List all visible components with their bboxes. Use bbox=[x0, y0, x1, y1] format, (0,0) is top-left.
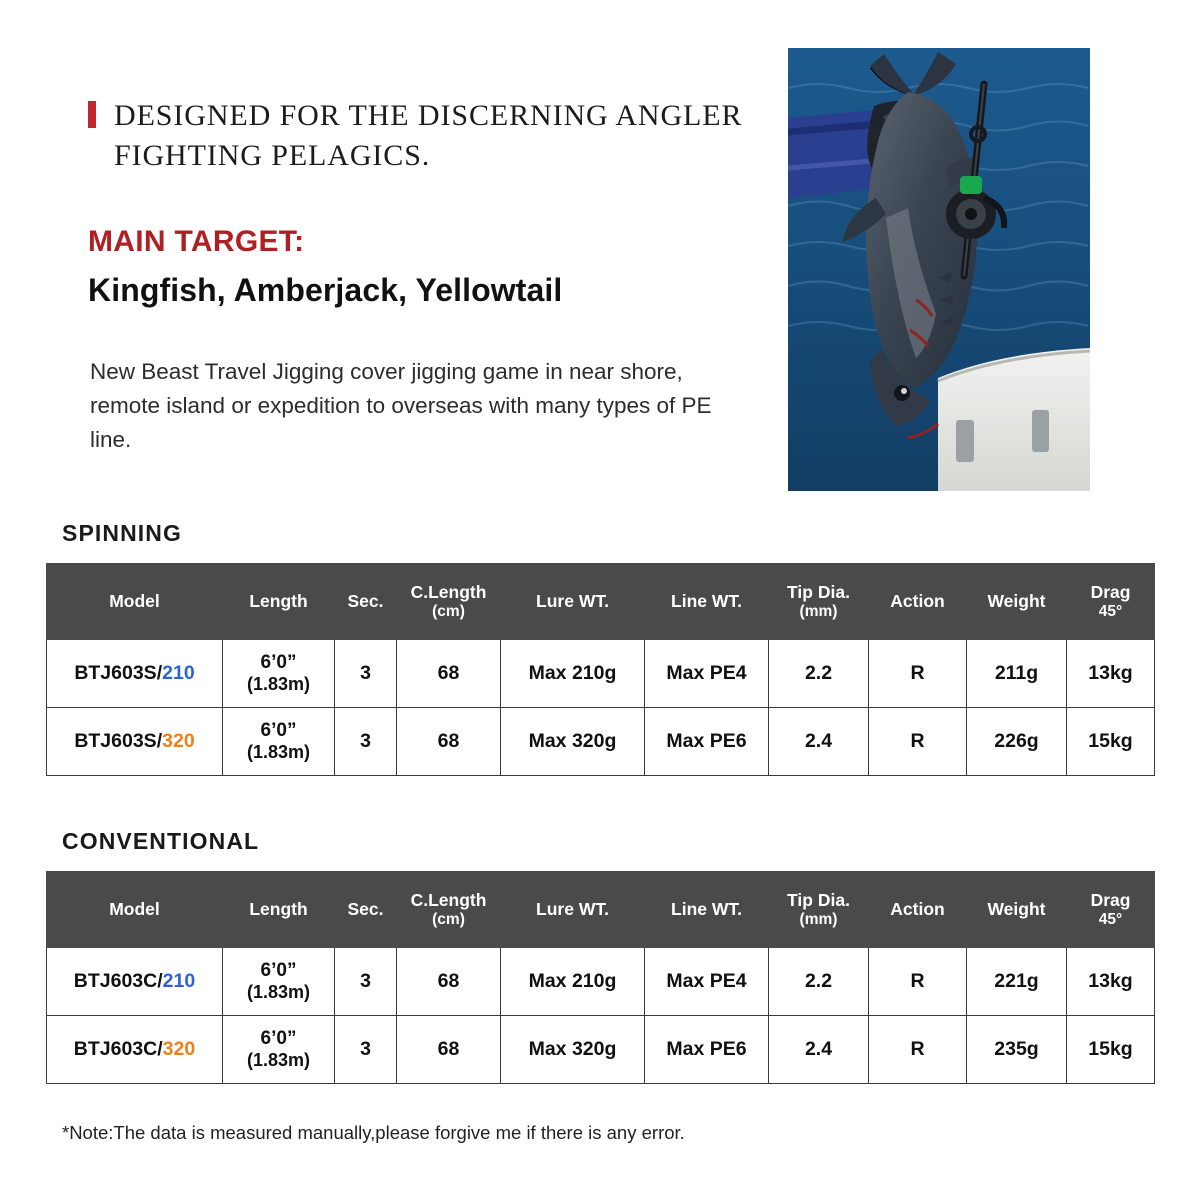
col-action bbox=[869, 564, 967, 640]
col-line-wt bbox=[645, 872, 769, 948]
cell-tip-dia: 2.2 bbox=[769, 948, 869, 1016]
cell-lure-wt: Max 210g bbox=[501, 948, 645, 1016]
cell-length bbox=[223, 640, 335, 708]
col-lure-wt-label: Lure WT. bbox=[536, 590, 609, 611]
length-main: 6’0” bbox=[260, 1027, 297, 1049]
col-sec bbox=[335, 564, 397, 640]
col-weight-label: Weight bbox=[987, 590, 1046, 611]
main-target-value: Kingfish, Amberjack, Yellowtail bbox=[88, 272, 563, 308]
angler-holding-tuna-illustration bbox=[788, 48, 1090, 491]
cell-model bbox=[47, 708, 223, 776]
page-title: DESIGNED FOR THE DISCERNING ANGLER FIGHTING PELAGICS. bbox=[114, 99, 743, 172]
col-drag-sub: 45° bbox=[1098, 602, 1123, 620]
model-variant: 210 bbox=[162, 662, 195, 684]
col-drag bbox=[1067, 564, 1155, 640]
cell-clength: 68 bbox=[397, 708, 501, 776]
cell-clength: 68 bbox=[397, 1016, 501, 1084]
cell-model bbox=[47, 1016, 223, 1084]
col-line-wt bbox=[645, 564, 769, 640]
col-clength-label: C.Length bbox=[410, 890, 487, 911]
cell-length bbox=[223, 1016, 335, 1084]
col-tip-dia-label: Tip Dia. bbox=[787, 890, 850, 911]
model-base: BTJ603C/ bbox=[73, 1038, 163, 1060]
cell-tip-dia: 2.2 bbox=[769, 640, 869, 708]
cell-length bbox=[223, 708, 335, 776]
col-tip-dia-label: Tip Dia. bbox=[787, 582, 850, 603]
length-sub: (1.83m) bbox=[246, 982, 311, 1003]
cell-weight: 221g bbox=[967, 948, 1067, 1016]
col-line-wt-label: Line WT. bbox=[671, 590, 742, 611]
model-variant: 320 bbox=[162, 730, 195, 752]
col-drag-label: Drag bbox=[1090, 890, 1131, 911]
headline-block bbox=[88, 96, 748, 175]
cell-drag: 15kg bbox=[1067, 1016, 1155, 1084]
col-lure-wt bbox=[501, 564, 645, 640]
table-row bbox=[47, 1016, 1155, 1084]
model-base: BTJ603C/ bbox=[73, 970, 163, 992]
col-model bbox=[47, 872, 223, 948]
col-model-label: Model bbox=[109, 898, 160, 919]
cell-action: R bbox=[869, 708, 967, 776]
cell-model bbox=[47, 948, 223, 1016]
table-header-row bbox=[47, 872, 1155, 948]
length-sub: (1.83m) bbox=[246, 1050, 311, 1071]
length-sub: (1.83m) bbox=[246, 742, 311, 763]
disclaimer-note: *Note:The data is measured manually,please forgive me if there is any error. bbox=[62, 1122, 685, 1143]
cell-lure-wt: Max 210g bbox=[501, 640, 645, 708]
cell-weight: 211g bbox=[967, 640, 1067, 708]
cell-length bbox=[223, 948, 335, 1016]
length-main: 6’0” bbox=[260, 651, 297, 673]
cell-drag: 15kg bbox=[1067, 708, 1155, 776]
cell-sec: 3 bbox=[335, 948, 397, 1016]
length-main: 6’0” bbox=[260, 719, 297, 741]
cell-action: R bbox=[869, 948, 967, 1016]
col-sec-label: Sec. bbox=[347, 898, 384, 919]
col-clength bbox=[397, 564, 501, 640]
col-length bbox=[223, 872, 335, 948]
col-weight bbox=[967, 872, 1067, 948]
model-base: BTJ603S/ bbox=[74, 730, 163, 752]
col-drag bbox=[1067, 872, 1155, 948]
col-length-label: Length bbox=[249, 898, 308, 919]
table-header-row bbox=[47, 564, 1155, 640]
col-model bbox=[47, 564, 223, 640]
col-action bbox=[869, 872, 967, 948]
cell-tip-dia: 2.4 bbox=[769, 1016, 869, 1084]
col-sec-label: Sec. bbox=[347, 590, 384, 611]
cell-weight: 235g bbox=[967, 1016, 1067, 1084]
col-length-label: Length bbox=[249, 590, 308, 611]
product-description: New Beast Travel Jigging cover jigging game in near shore, remote island or expedition to overseas with many types of PE line. bbox=[90, 359, 712, 453]
table-row bbox=[47, 708, 1155, 776]
cell-clength: 68 bbox=[397, 640, 501, 708]
cell-sec: 3 bbox=[335, 640, 397, 708]
table-row bbox=[47, 640, 1155, 708]
col-tip-dia-sub: (mm) bbox=[799, 910, 838, 928]
cell-drag: 13kg bbox=[1067, 948, 1155, 1016]
col-lure-wt bbox=[501, 872, 645, 948]
cell-model bbox=[47, 640, 223, 708]
col-tip-dia-sub: (mm) bbox=[799, 602, 838, 620]
length-main: 6’0” bbox=[260, 959, 297, 981]
col-clength-sub: (cm) bbox=[432, 602, 465, 620]
section-title-conventional: CONVENTIONAL bbox=[62, 828, 260, 854]
col-tip-dia bbox=[769, 872, 869, 948]
col-clength bbox=[397, 872, 501, 948]
cell-sec: 3 bbox=[335, 708, 397, 776]
table-row bbox=[47, 948, 1155, 1016]
cell-line-wt: Max PE4 bbox=[645, 948, 769, 1016]
main-target-label: MAIN TARGET: bbox=[88, 225, 305, 258]
col-weight-label: Weight bbox=[987, 898, 1046, 919]
cell-line-wt: Max PE4 bbox=[645, 640, 769, 708]
col-tip-dia bbox=[769, 564, 869, 640]
col-model-label: Model bbox=[109, 590, 160, 611]
col-line-wt-label: Line WT. bbox=[671, 898, 742, 919]
col-drag-label: Drag bbox=[1090, 582, 1131, 603]
cell-tip-dia: 2.4 bbox=[769, 708, 869, 776]
cell-lure-wt: Max 320g bbox=[501, 708, 645, 776]
col-sec bbox=[335, 872, 397, 948]
model-variant: 210 bbox=[162, 970, 196, 992]
cell-drag: 13kg bbox=[1067, 640, 1155, 708]
col-action-label: Action bbox=[890, 590, 945, 611]
col-action-label: Action bbox=[890, 898, 945, 919]
cell-line-wt: Max PE6 bbox=[645, 1016, 769, 1084]
spec-table-spinning bbox=[46, 563, 1155, 776]
col-lure-wt-label: Lure WT. bbox=[536, 898, 609, 919]
cell-weight: 226g bbox=[967, 708, 1067, 776]
cell-action: R bbox=[869, 1016, 967, 1084]
col-drag-sub: 45° bbox=[1098, 910, 1123, 928]
model-variant: 320 bbox=[162, 1038, 196, 1060]
spec-table-conventional bbox=[46, 871, 1155, 1084]
col-clength-label: C.Length bbox=[410, 582, 487, 603]
cell-clength: 68 bbox=[397, 948, 501, 1016]
col-length bbox=[223, 564, 335, 640]
cell-lure-wt: Max 320g bbox=[501, 1016, 645, 1084]
length-sub: (1.83m) bbox=[246, 674, 311, 695]
cell-action: R bbox=[869, 640, 967, 708]
cell-sec: 3 bbox=[335, 1016, 397, 1084]
hero-photo bbox=[788, 48, 1090, 491]
cell-line-wt: Max PE6 bbox=[645, 708, 769, 776]
model-base: BTJ603S/ bbox=[74, 662, 163, 684]
col-weight bbox=[967, 564, 1067, 640]
col-clength-sub: (cm) bbox=[432, 910, 465, 928]
section-title-spinning: SPINNING bbox=[62, 520, 182, 546]
